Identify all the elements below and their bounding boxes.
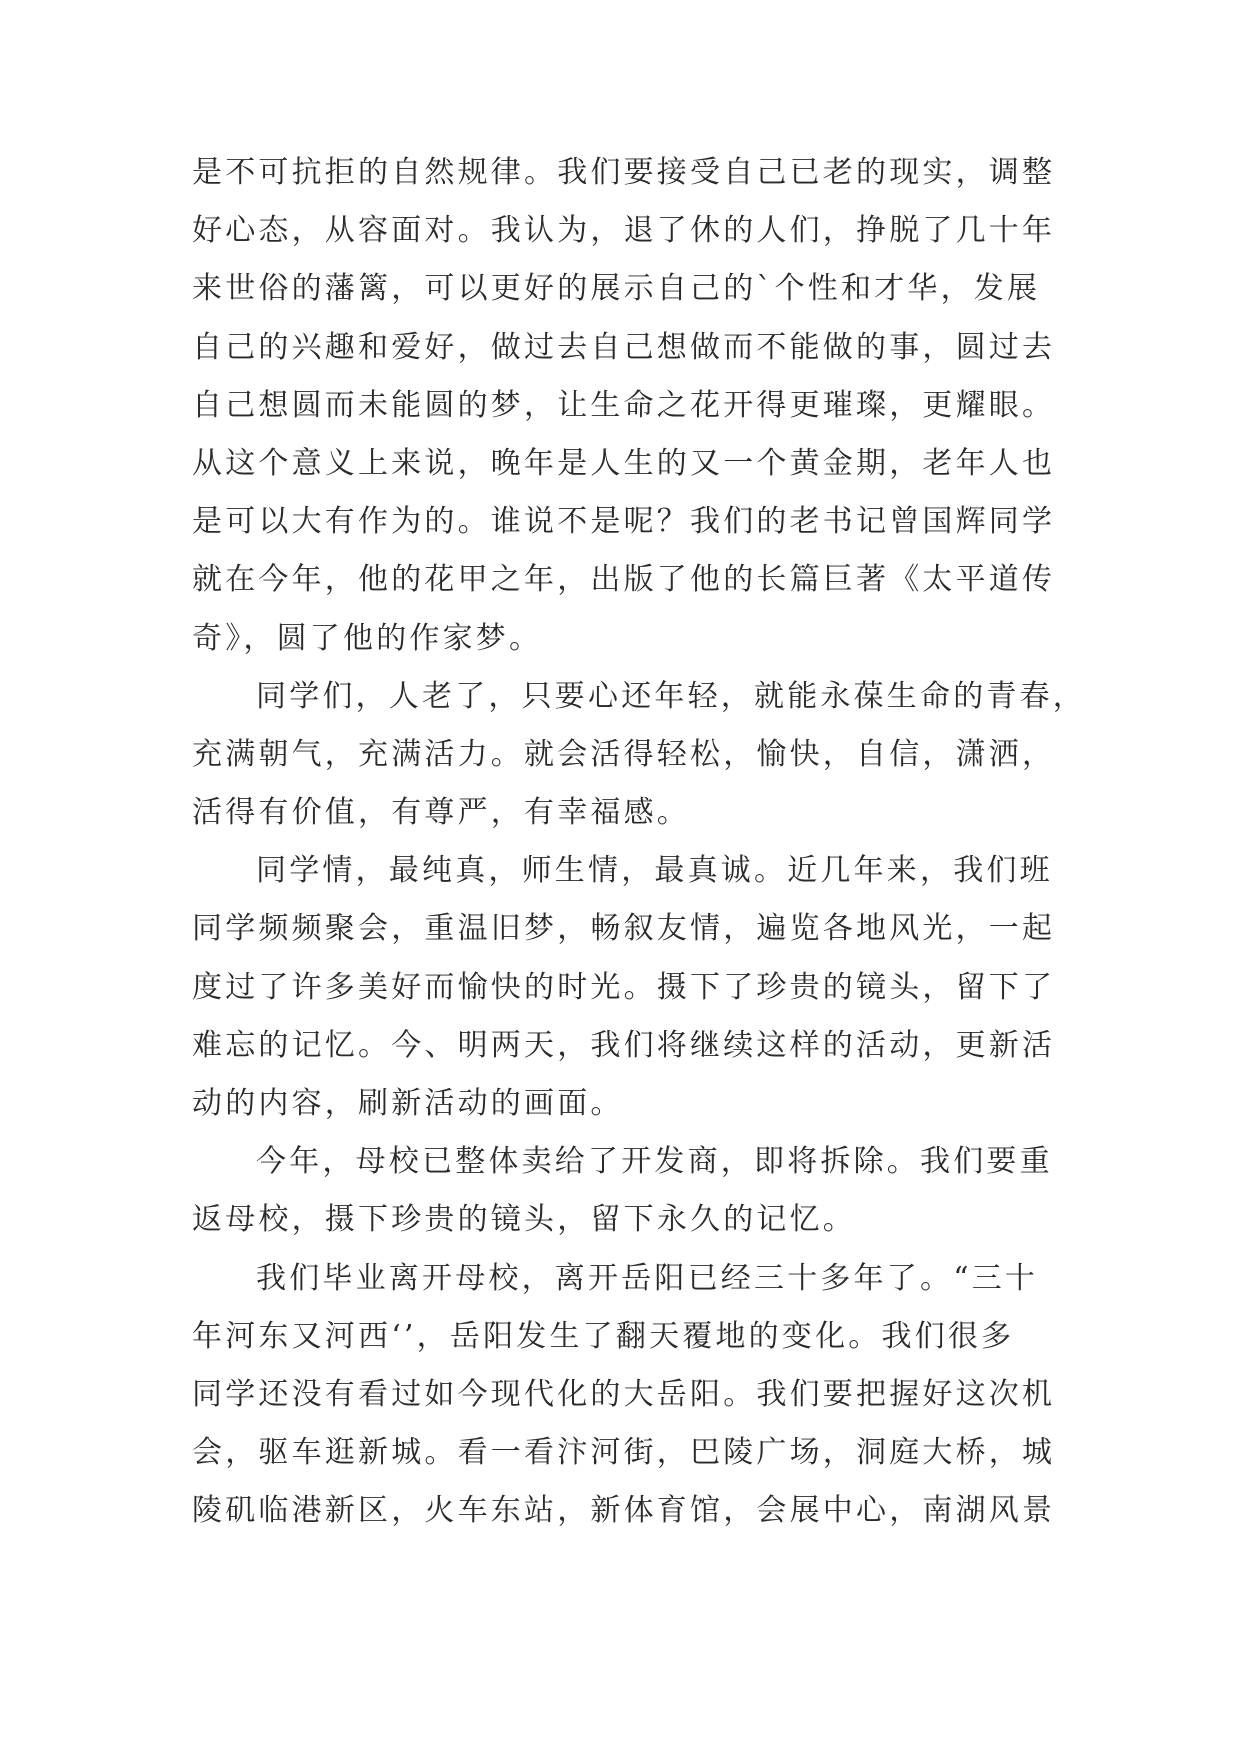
text-line: 返母校，摄下珍贵的镜头，留下永久的记忆。 [192, 1202, 856, 1238]
text-line: 自己想圆而未能圆的梦，让生命之花开得更璀璨，更耀眼。 [192, 387, 1056, 423]
text-line: 同学们，人老了，只要心还年轻，就能永葆生命的青春， [256, 678, 1086, 714]
text-line: 会，驱车逛新城。看一看汴河街，巴陵广场，洞庭大桥，城 [192, 1435, 1056, 1471]
text-line: 年河东又河西‘’，岳阳发生了翻天覆地的变化。我们很多 [192, 1318, 1015, 1354]
text-line: 来世俗的藩篱，可以更好的展示自己的`个性和才华，发展 [192, 271, 1041, 307]
text-line: 从这个意义上来说，晚年是人生的又一个黄金期，老年人也 [192, 445, 1056, 481]
text-line: 动的内容，刷新活动的画面。 [192, 1086, 624, 1121]
text-line: 是不可抗拒的自然规律。我们要接受自己已老的现实，调整 [192, 155, 1056, 190]
text-line: 是可以大有作为的。谁说不是呢？我们的老书记曾国辉同学 [192, 504, 1056, 540]
text-line: 今年，母校已整体卖给了开发商，即将拆除。我们要重 [256, 1144, 1053, 1180]
text-line: 同学频频聚会，重温旧梦，畅叙友情，遍览各地风光，一起 [192, 911, 1056, 947]
text-line: 度过了许多美好而愉快的时光。摄下了珍贵的镜头，留下了 [192, 969, 1056, 1005]
text-line: 奇》，圆了他的作家梦。 [192, 620, 543, 656]
text-line: 自己的兴趣和爱好，做过去自己想做而不能做的事，圆过去 [192, 329, 1056, 365]
text-line: 活得有价值，有尊严，有幸福感。 [192, 795, 690, 831]
text-line: 我们毕业离开母校，离开岳阳已经三十多年了。“三十 [256, 1260, 1039, 1296]
text-line: 同学还没有看过如今现代化的大岳阳。我们要把握好这次机 [192, 1376, 1056, 1412]
text-line: 好心态，从容面对。我认为，退了休的人们，挣脱了几十年 [192, 213, 1056, 249]
text-line: 同学情，最纯真，师生情，最真诚。近几年来，我们班 [256, 853, 1053, 889]
text-line: 就在今年，他的花甲之年，出版了他的长篇巨著《太平道传 [192, 562, 1056, 598]
text-line: 陵矶临港新区，火车东站，新体育馆，会展中心，南湖风景 [192, 1493, 1056, 1529]
text-line: 难忘的记忆。今、明两天，我们将继续这样的活动，更新活 [192, 1027, 1056, 1063]
body-text [192, 153, 1086, 1550]
text-line: 充满朝气，充满活力。就会活得轻松，愉快，自信，潇洒， [192, 736, 1056, 772]
